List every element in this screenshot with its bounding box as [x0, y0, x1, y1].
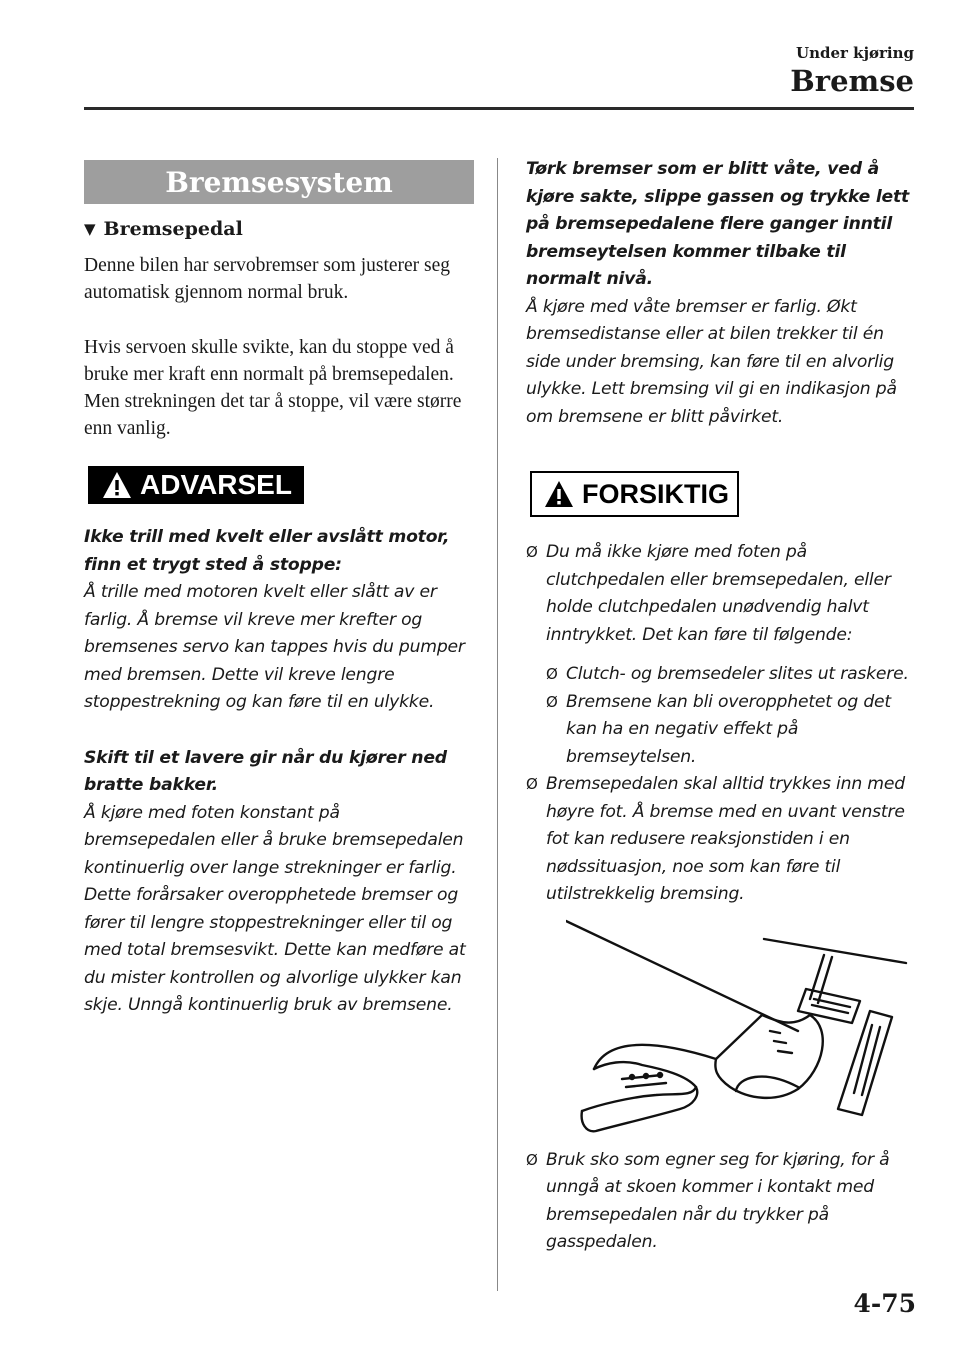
- warning-label: ADVARSEL: [140, 469, 292, 500]
- caution-item-text: Bremsepedalen skal alltid trykkes inn med høyre fot. Å bremse med en uvant venstre fot kan redusere reaksjonstiden i en nødssituasjon, noe som kan føre til utilstrekkelig bremsing.: [546, 774, 905, 904]
- header-rule: [84, 107, 914, 110]
- left-column: [84, 160, 474, 1020]
- section-banner: Bremsesystem: [84, 160, 474, 204]
- column-divider: [497, 158, 498, 1291]
- exclamation-triangle-icon: [102, 471, 132, 499]
- caution-subitem-text: Bremsene kan bli overopphetet og det kan ha en negativ effekt på bremseytelsen.: [566, 691, 891, 767]
- caution-subitem: [546, 661, 918, 689]
- paragraph-servo: Denne bilen har servobremser som justerer seg automatisk gjennom normal bruk.: [84, 255, 451, 303]
- chapter-label: Under kjøring: [796, 44, 914, 62]
- caution-item-text: Bruk sko som egner seg for kjøring, for å unngå at skoen kommer i kontakt med bremsepedalen når du trykker på gasspedalen.: [546, 1149, 890, 1252]
- warning-1-body: Å trille med motoren kvelt eller slått av er farlig. Å bremse vil kreve mer krefter og bremsenes servo kan tappes hvis du pumper med bremsen. Dette vil kreve lengre stoppestrekning og kan føre til en ulykke.: [84, 582, 465, 712]
- page-number: 4-75: [853, 1289, 916, 1318]
- caution-item: [526, 1147, 918, 1257]
- caution-subitem-text: Clutch- og bremsedeler slites ut raskere.: [566, 664, 909, 684]
- warning-3-title: Tørk bremser som er blitt våte, ved å kjøre sakte, slippe gassen og trykke lett på bremsepedalene flere ganger inntil bremseytelsen kommer tilbake til normalt nivå.: [526, 159, 910, 289]
- exclamation-triangle-icon: [544, 480, 574, 508]
- caution-item: [526, 539, 918, 649]
- caution-subitem: [546, 689, 918, 772]
- warning-1-title: Ikke trill med kvelt eller avslått motor, finn et trygt sted å stoppe:: [84, 527, 450, 575]
- caution-badge: [530, 471, 739, 517]
- caution-item: [526, 771, 918, 909]
- arrow-bullet-icon: Ø: [546, 692, 558, 711]
- paragraph-failure: Hvis servoen skulle svikte, kan du stoppe ved å bruke mer kraft enn normalt på bremsepedalen. Men strekningen det tar å stoppe, vil være større enn vanlig.: [84, 337, 462, 439]
- arrow-bullet-icon: Ø: [526, 543, 538, 561]
- caution-label: FORSIKTIG: [582, 478, 729, 509]
- pedal-illustration: [566, 919, 911, 1137]
- subheading-text: Bremsepedal: [103, 218, 243, 240]
- right-column: [526, 160, 918, 1257]
- arrow-bullet-icon: Ø: [526, 775, 538, 793]
- warning-3-body: Å kjøre med våte bremser er farlig. Økt bremsedistanse eller at bilen trekker til én side under bremsing, kan føre til en alvorlig ulykke. Lett bremsing vil gi en indikasjon på om bremsene er blitt påvirket.: [526, 296, 897, 427]
- warning-2-body: Å kjøre med foten konstant på bremsepedalen eller å bruke bremsepedalen kontinuerlig over lange strekninger er farlig. Dette forårsaker overopphetede bremser og fører til lengre stoppestrekninger eller til og med total bremsesvikt. Dette kan medføre at du mister kontrollen og alvorlige ulykker kan skje. Unngå kontinuerlig bruk av bremsene.: [84, 802, 466, 1015]
- warning-badge: [88, 466, 304, 504]
- subheading: [84, 218, 474, 240]
- arrow-bullet-icon: Ø: [526, 1150, 538, 1169]
- page-section-title: Bremse: [790, 64, 914, 98]
- warning-2-title: Skift til et lavere gir når du kjører ned bratte bakker.: [84, 747, 447, 795]
- caution-item-text: Du må ikke kjøre med foten på clutchpedalen eller bremsepedalen, eller holde clutchpedalen unødvendig halvt inntrykket. Det kan føre til følgende:: [546, 542, 891, 645]
- triangle-down-icon: ▼: [84, 220, 96, 238]
- arrow-bullet-icon: Ø: [546, 665, 558, 683]
